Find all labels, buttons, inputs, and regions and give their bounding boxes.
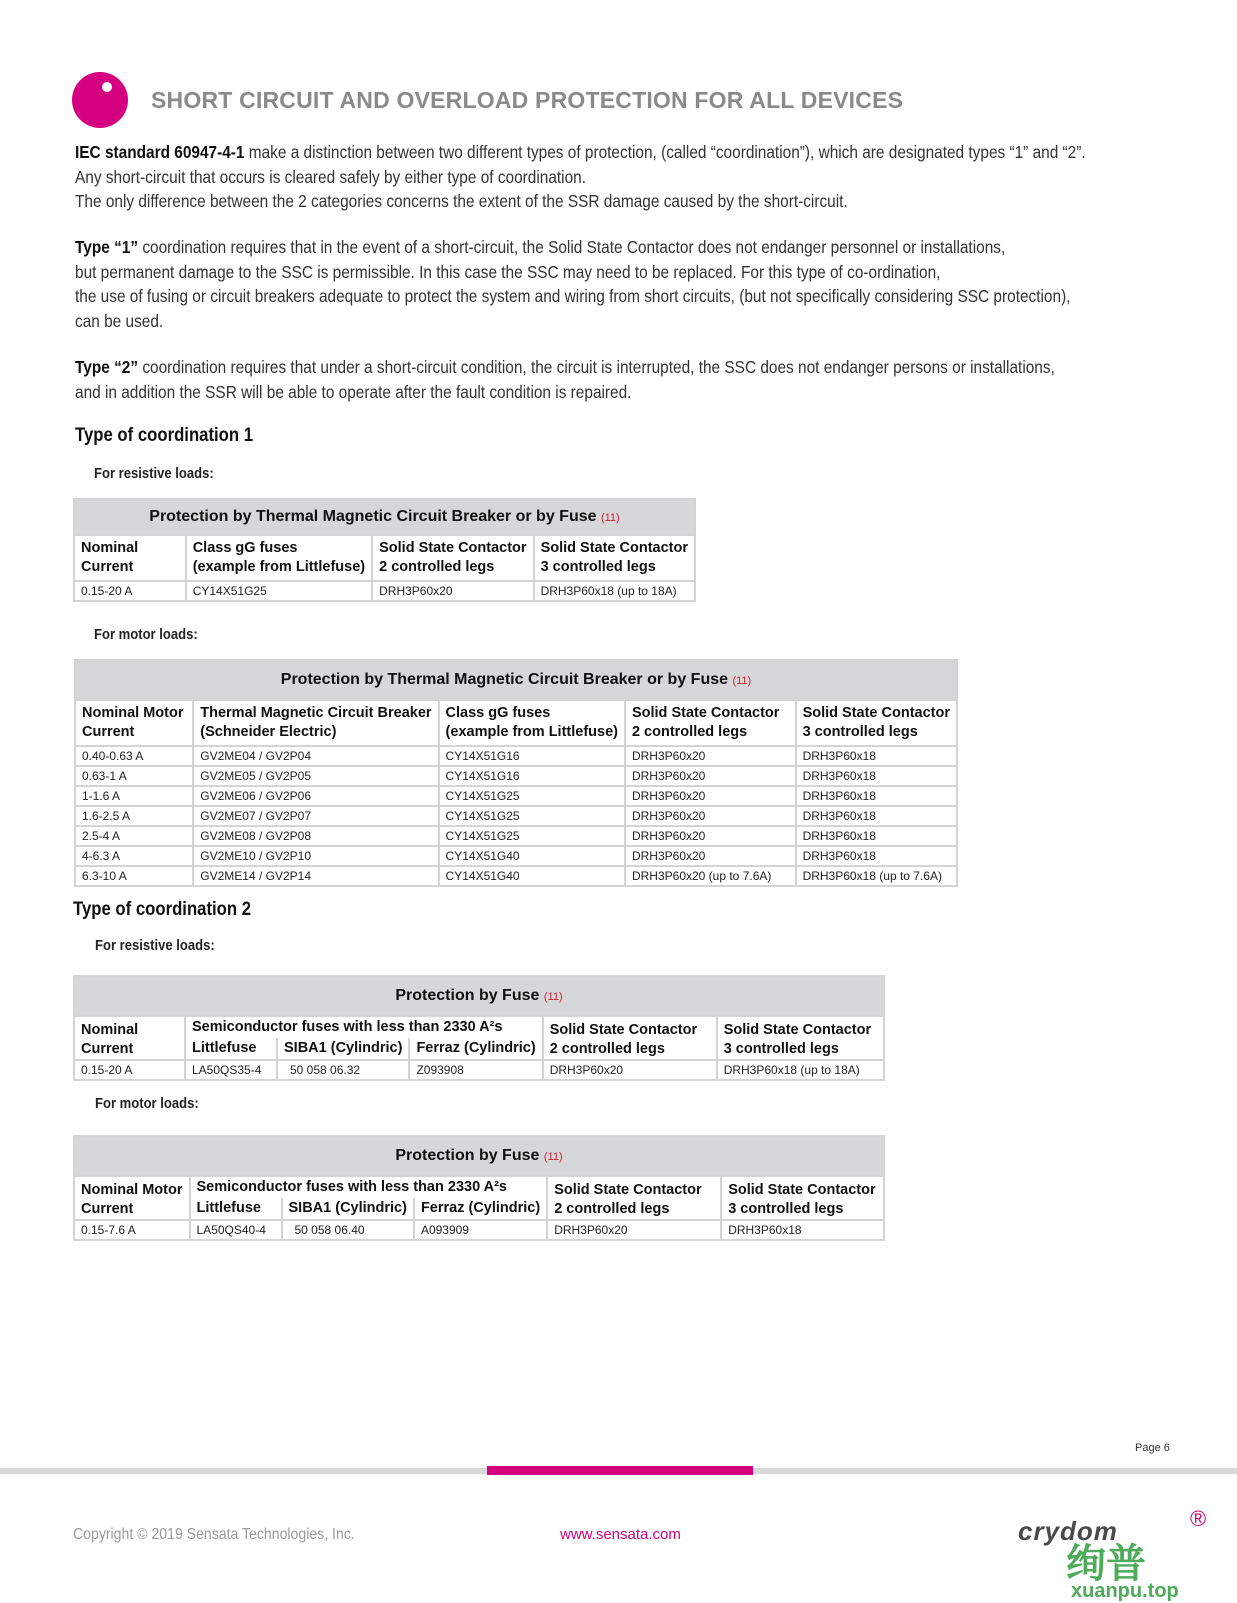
table-title: Protection by Fuse (11) <box>74 1136 884 1176</box>
table-row <box>74 1060 884 1080</box>
table-cell: DRH3P60x18 <box>796 846 957 866</box>
header-cell: Class gG fuses (example from Littlefuse) <box>439 700 625 746</box>
coord2-heading: Type of coordination 2 <box>73 899 252 920</box>
header-cell: Semiconductor fuses with less than 2330 A²s <box>190 1176 548 1198</box>
header-cell: Solid State Contactor 2 controlled legs <box>372 535 533 581</box>
table-cell: DRH3P60x18 (up to 18A) <box>717 1060 884 1080</box>
header-cell: Solid State Contactor 2 controlled legs <box>543 1016 717 1060</box>
copyright-text: Copyright © 2019 Sensata Technologies, Inc. <box>73 1526 355 1543</box>
watermark-logo: 绚普 <box>1066 1542 1146 1586</box>
header-cell: Solid State Contactor 3 controlled legs <box>534 535 695 581</box>
header-cell: Solid State Contactor 2 controlled legs <box>547 1176 721 1220</box>
coord1-heading: Type of coordination 1 <box>75 425 254 446</box>
type2-lead: Type “2” <box>75 357 139 377</box>
table-row <box>75 786 957 806</box>
table-cell: CY14X51G40 <box>439 846 625 866</box>
table-cell: CY14X51G40 <box>439 866 625 886</box>
table-cell: 0.15-7.6 A <box>74 1220 190 1240</box>
table-cell: GV2ME08 / GV2P08 <box>193 826 438 846</box>
table-row <box>75 746 957 766</box>
header-cell: Semiconductor fuses with less than 2330 A²s <box>185 1016 543 1038</box>
table-cell: CY14X51G25 <box>439 806 625 826</box>
table-cell: 1.6-2.5 A <box>75 806 193 826</box>
table-cell: DRH3P60x18 <box>796 766 957 786</box>
page-title: SHORT CIRCUIT AND OVERLOAD PROTECTION FOR ALL DEVICES <box>151 87 904 113</box>
table-cell: DRH3P60x18 <box>796 786 957 806</box>
table-row <box>75 866 957 886</box>
intro-line-2: Any short-circuit that occurs is cleared safely by either type of coordination. <box>75 166 587 187</box>
table-title: Protection by Thermal Magnetic Circuit Breaker or by Fuse (11) <box>75 660 957 700</box>
intro-line-3: The only difference between the 2 categories concerns the extent of the SSR damage caused by the short-circuit. <box>75 191 848 211</box>
table-cell: DRH3P60x20 <box>625 786 796 806</box>
header-cell: Nominal Motor Current <box>75 700 193 746</box>
table-cell: CY14X51G16 <box>439 746 625 766</box>
table-cell: DRH3P60x20 <box>625 746 796 766</box>
website-link[interactable]: www.sensata.com <box>560 1526 681 1543</box>
brand-dot-icon <box>72 72 128 128</box>
table-cell: 4-6.3 A <box>75 846 193 866</box>
table-cell: CY14X51G25 <box>439 786 625 806</box>
header-cell: SIBA1 (Cylindric) <box>277 1038 409 1060</box>
type1-line-4: can be used. <box>75 310 164 331</box>
registered-mark: ® <box>1190 1506 1207 1531</box>
intro-lead: IEC standard 60947-4-1 <box>75 142 245 162</box>
table-cell: 50 058 06.40 <box>282 1220 414 1240</box>
table-cell: LA50QS40-4 <box>190 1220 282 1240</box>
table-title: Protection by Thermal Magnetic Circuit Breaker or by Fuse (11) <box>74 499 695 535</box>
table-cell: DRH3P60x20 <box>625 806 796 826</box>
table-cell: 0.63-1 A <box>75 766 193 786</box>
table-cell: DRH3P60x20 <box>543 1060 717 1080</box>
table-cell: 0.15-20 A <box>74 1060 185 1080</box>
intro-line-1: make a distinction between two different types of protection, (called “coordination”), which are designated types “1” and “2”. <box>244 142 1086 162</box>
table-cell: 6.3-10 A <box>75 866 193 886</box>
coord2-resistive-table <box>73 975 885 1081</box>
table-cell: DRH3P60x20 <box>372 581 533 601</box>
type1-paragraph <box>75 235 1070 333</box>
coord1-motor-table <box>74 659 958 887</box>
table-row <box>75 846 957 866</box>
crydom-logo: crydom <box>1018 1516 1118 1546</box>
table-cell: A093909 <box>414 1220 547 1240</box>
type2-line-1: coordination requires that under a short-circuit condition, the circuit is interrupted, the SSC does not endanger persons or installations, <box>138 357 1055 377</box>
table-cell: 2.5-4 A <box>75 826 193 846</box>
table-cell: DRH3P60x18 <box>796 826 957 846</box>
header-cell: Ferraz (Cylindric) <box>409 1038 542 1060</box>
table-cell: DRH3P60x18 <box>796 806 957 826</box>
table-cell: DRH3P60x20 <box>625 826 796 846</box>
header-cell: Solid State Contactor 3 controlled legs <box>717 1016 884 1060</box>
intro-paragraph <box>75 140 1086 214</box>
table-cell: GV2ME05 / GV2P05 <box>193 766 438 786</box>
table-cell: DRH3P60x20 (up to 7.6A) <box>625 866 796 886</box>
table-title: Protection by Fuse (11) <box>74 976 884 1016</box>
table-cell: DRH3P60x18 <box>721 1220 884 1240</box>
table-cell: 0.15-20 A <box>74 581 186 601</box>
header-cell: Thermal Magnetic Circuit Breaker (Schneider Electric) <box>193 700 438 746</box>
type2-line-2: and in addition the SSR will be able to operate after the fault condition is repaired. <box>75 381 632 402</box>
watermark-url: xuanpu.top <box>1071 1580 1179 1602</box>
header-cell: Solid State Contactor 2 controlled legs <box>625 700 796 746</box>
table-row <box>75 826 957 846</box>
coord2-resistive-label: For resistive loads: <box>95 938 215 954</box>
coord1-motor-label: For motor loads: <box>94 627 198 643</box>
table-row <box>75 766 957 786</box>
footer-accent-bar <box>487 1466 753 1475</box>
table-cell: 1-1.6 A <box>75 786 193 806</box>
coord1-resistive-label: For resistive loads: <box>94 466 214 482</box>
header-cell: Class gG fuses (example from Littlefuse) <box>186 535 372 581</box>
table-cell: GV2ME10 / GV2P10 <box>193 846 438 866</box>
header-cell: Littlefuse <box>185 1038 277 1060</box>
header-cell: SIBA1 (Cylindric) <box>282 1198 414 1220</box>
table-cell: 0.40-0.63 A <box>75 746 193 766</box>
type1-lead: Type “1” <box>75 237 139 257</box>
table-cell: DRH3P60x20 <box>547 1220 721 1240</box>
table-cell: DRH3P60x18 (up to 7.6A) <box>796 866 957 886</box>
type1-line-2: but permanent damage to the SSC is permissible. In this case the SSC may need to be replaced. For this type of co-ordination, <box>75 261 941 282</box>
header-cell: Solid State Contactor 3 controlled legs <box>721 1176 884 1220</box>
table-cell: CY14X51G25 <box>439 826 625 846</box>
table-cell: DRH3P60x20 <box>625 846 796 866</box>
table-cell: CY14X51G16 <box>439 766 625 786</box>
table-cell: GV2ME14 / GV2P14 <box>193 866 438 886</box>
coord1-resistive-table <box>73 498 696 602</box>
header-cell: Littlefuse <box>190 1198 282 1220</box>
coord2-motor-label: For motor loads: <box>95 1096 199 1112</box>
table-cell: GV2ME04 / GV2P04 <box>193 746 438 766</box>
header-cell: Nominal Current <box>74 1016 185 1060</box>
type1-line-3: the use of fusing or circuit breakers adequate to protect the system and wiring from short circuits, (but not specifically considering SSC protection), <box>75 286 1071 306</box>
header-cell: Solid State Contactor 3 controlled legs <box>796 700 957 746</box>
table-cell: LA50QS35-4 <box>185 1060 277 1080</box>
table-cell: Z093908 <box>409 1060 542 1080</box>
type2-paragraph <box>75 355 1055 404</box>
table-cell: GV2ME07 / GV2P07 <box>193 806 438 826</box>
table-cell: CY14X51G25 <box>186 581 372 601</box>
header-cell: Nominal Motor Current <box>74 1176 190 1220</box>
table-cell: DRH3P60x18 (up to 18A) <box>534 581 695 601</box>
header-cell: Ferraz (Cylindric) <box>414 1198 547 1220</box>
table-cell: 50 058 06.32 <box>277 1060 409 1080</box>
header-cell: Nominal Current <box>74 535 186 581</box>
table-row <box>75 806 957 826</box>
table-row <box>74 1220 884 1240</box>
type1-line-1: coordination requires that in the event of a short-circuit, the Solid State Contactor does not endanger personnel or installations, <box>138 237 1006 257</box>
coord2-motor-table <box>73 1135 885 1241</box>
table-row <box>74 581 695 601</box>
table-cell: DRH3P60x20 <box>625 766 796 786</box>
table-cell: DRH3P60x18 <box>796 746 957 766</box>
page-number: Page 6 <box>1135 1442 1170 1454</box>
table-cell: GV2ME06 / GV2P06 <box>193 786 438 806</box>
